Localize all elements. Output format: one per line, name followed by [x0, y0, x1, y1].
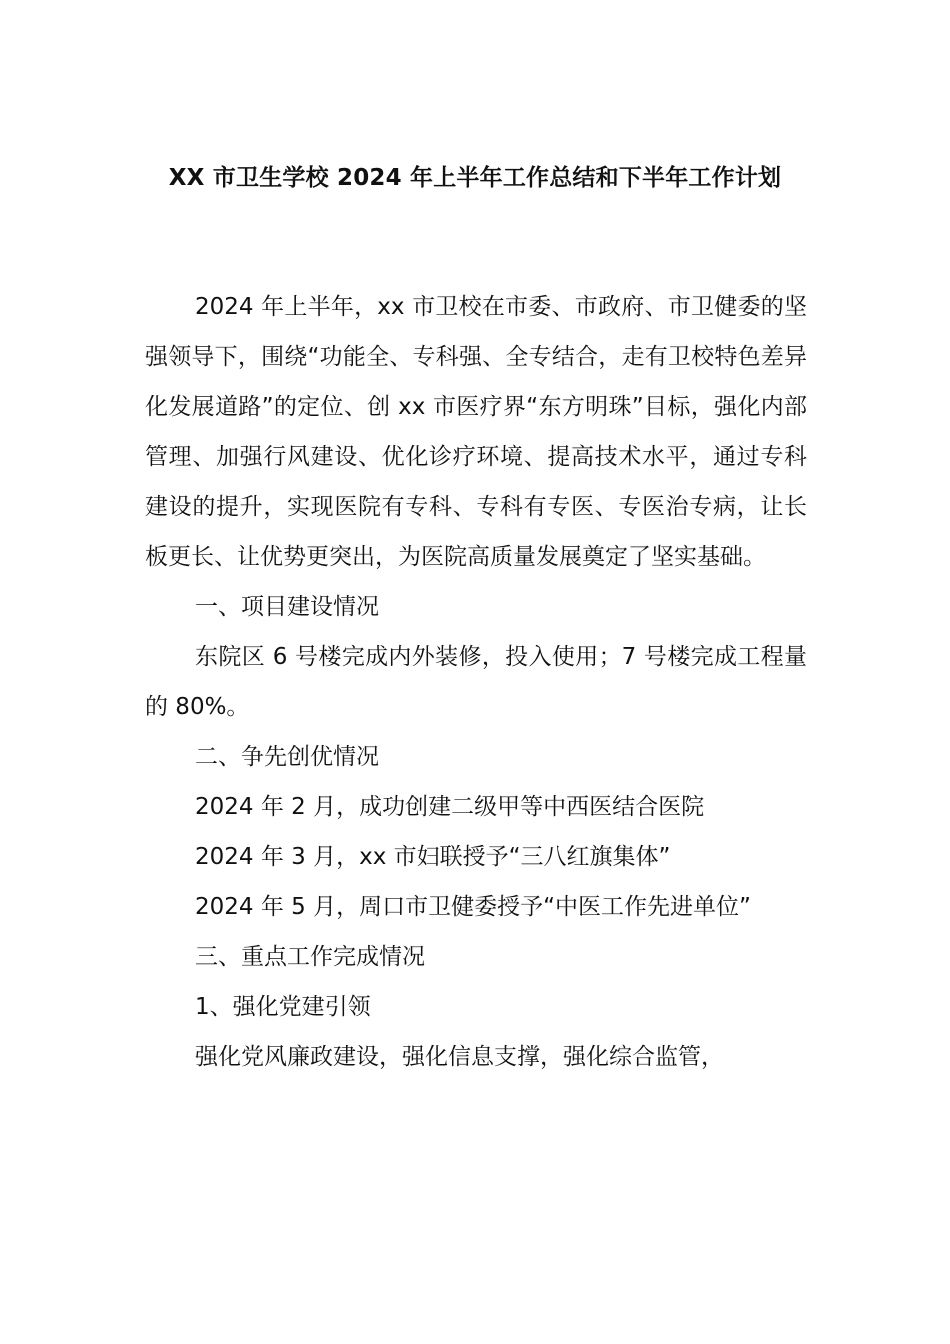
section-heading-project: 一、项目建设情况	[195, 594, 379, 620]
document-title: XX 市卫生学校 2024 年上半年工作总结和下半年工作计划	[168, 165, 782, 191]
party-paragraph: 强化党风廉政建设，强化信息支撑，强化综合监管，	[195, 1044, 724, 1070]
section-heading-awards: 二、争先创优情况	[195, 744, 379, 770]
award-item: 2024 年 5 月，周口市卫健委授予“中医工作先进单位”	[195, 894, 751, 920]
project-paragraph: 东院区 6 号楼完成内外装修，投入使用；7 号楼完成工程量的 80%。	[145, 644, 807, 720]
intro-paragraph: 2024 年上半年，xx 市卫校在市委、市政府、市卫健委的坚强领导下，围绕“功能全、专科强、全专结合，走有卫校特色差异化发展道路”的定位、创 xx 市医疗界“东方明珠”目标，强化内部管理、加强行风建设、优化诊疗环境、提高技术水平，通过专科建设的提升，实现医院有专科、专科有专医、专医治专病，让长板更长、让优势更突出，为医院高质量发展奠定了坚实基础。	[145, 294, 807, 570]
subsection-heading-party: 1、强化党建引领	[195, 994, 371, 1020]
document-body	[145, 282, 807, 1082]
award-item: 2024 年 3 月，xx 市妇联授予“三八红旗集体”	[195, 844, 671, 870]
section-heading-key-work: 三、重点工作完成情况	[195, 944, 425, 970]
award-item: 2024 年 2 月，成功创建二级甲等中西医结合医院	[195, 794, 705, 820]
